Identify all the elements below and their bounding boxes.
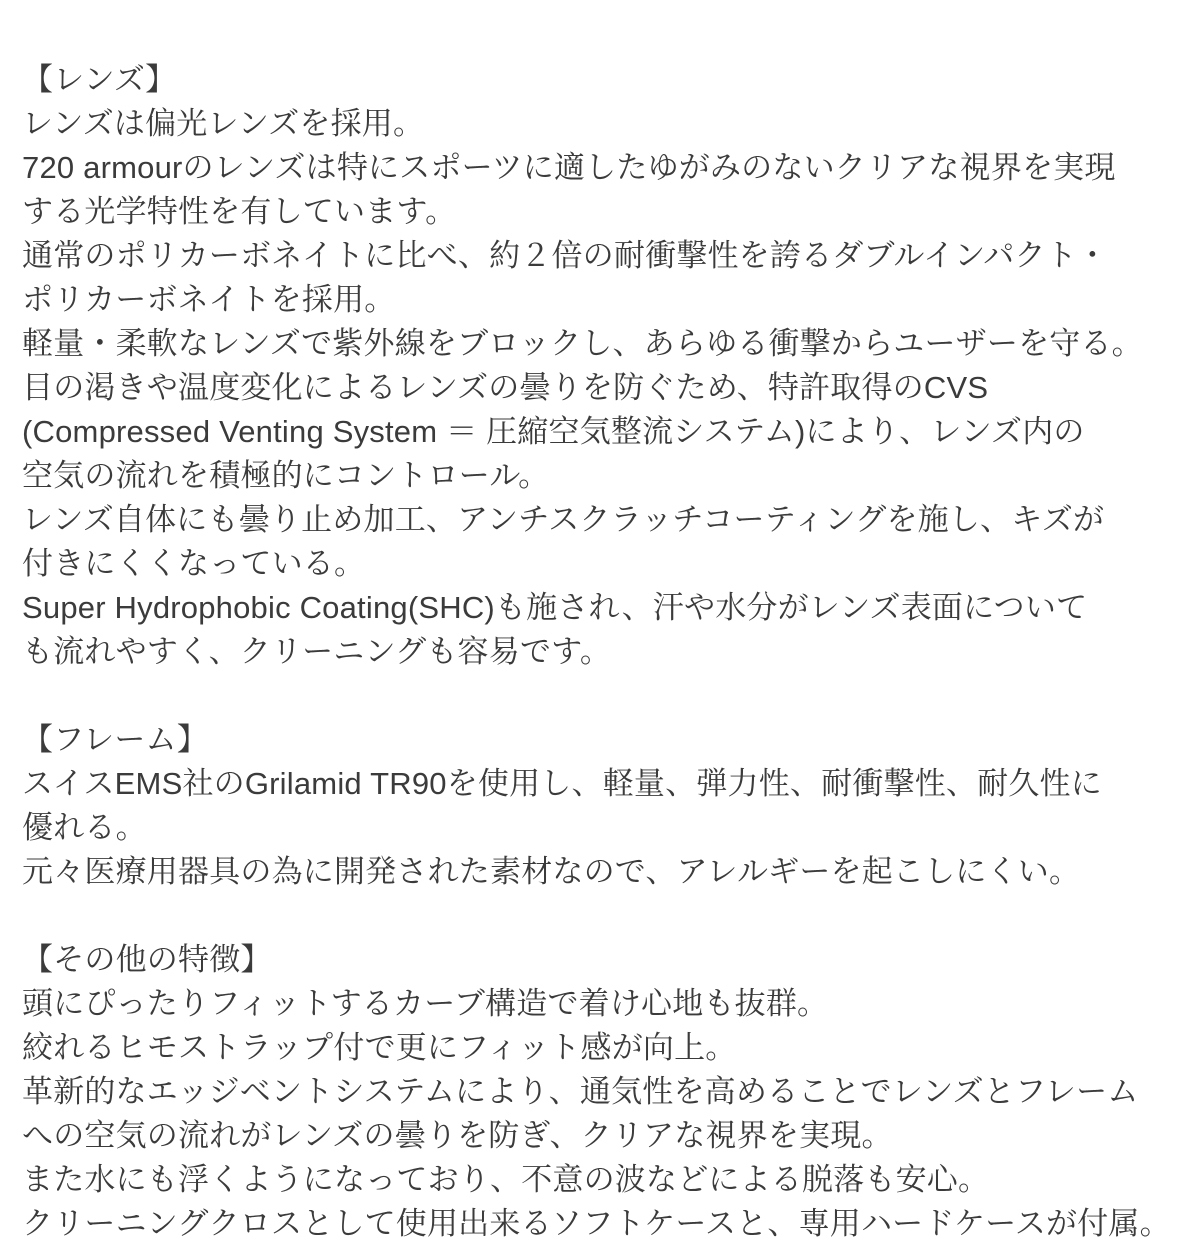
body-line: する光学特性を有しています。 (22, 194, 457, 229)
body-line: への空気の流れがレンズの曇りを防ぎ、クリアな視界を実現。 (22, 1118, 893, 1153)
body-line: 目の渇きや温度変化によるレンズの曇りを防ぐため、特許取得のCVS (22, 370, 989, 405)
body-line: レンズ自体にも曇り止め加工、アンチスクラッチコーティングを施し、キズが (22, 502, 1105, 537)
body-line: 付きにくくなっている。 (22, 546, 366, 581)
body-line: Super Hydrophobic Coating(SHC)も施され、汗や水分がレンズ表面について (22, 590, 1088, 625)
body-line: スイスEMS社のGrilamid TR90を使用し、軽量、弾力性、耐衝撃性、耐久性に (22, 766, 1102, 801)
section-frame (22, 718, 1176, 894)
section-heading-other-features: 【その他の特徴】 (22, 942, 272, 977)
body-line: 軽量・柔軟なレンズで紫外線をブロックし、あらゆる衝撃からユーザーを守る。 (22, 326, 1143, 361)
body-line: 通常のポリカーボネイトに比べ、約２倍の耐衝撃性を誇るダブルインパクト・ (22, 238, 1109, 273)
body-line: ポリカーボネイトを採用。 (22, 282, 396, 317)
body-line: クリーニングクロスとして使用出来るソフトケースと、専用ハードケースが付属。 (22, 1206, 1171, 1241)
section-heading-lens: 【レンズ】 (22, 62, 177, 97)
section-heading-frame: 【フレーム】 (22, 722, 208, 757)
body-line: 元々医療用器具の為に開発された素材なので、アレルギーを起こしにくい。 (22, 854, 1081, 889)
body-line: 720 armourのレンズは特にスポーツに適したゆがみのないクリアな視界を実現 (22, 150, 1116, 185)
section-lens (22, 58, 1176, 674)
body-line: 空気の流れを積極的にコントロール。 (22, 458, 550, 493)
body-line: レンズは偏光レンズを採用。 (22, 106, 425, 141)
body-line: 革新的なエッジベントシステムにより、通気性を高めることでレンズとフレーム (22, 1074, 1139, 1109)
body-line: 絞れるヒモストラップ付で更にフィット感が向上。 (22, 1030, 737, 1065)
body-line: 頭にぴったりフィットするカーブ構造で着け心地も抜群。 (22, 986, 829, 1021)
body-line: また水にも浮くようになっており、不意の波などによる脱落も安心。 (22, 1162, 990, 1197)
body-line: 優れる。 (22, 810, 147, 845)
body-line: (Compressed Venting System ＝ 圧縮空気整流システム)により、レンズ内の (22, 414, 1085, 449)
body-line: も流れやすく、クリーニングも容易です。 (22, 634, 612, 669)
